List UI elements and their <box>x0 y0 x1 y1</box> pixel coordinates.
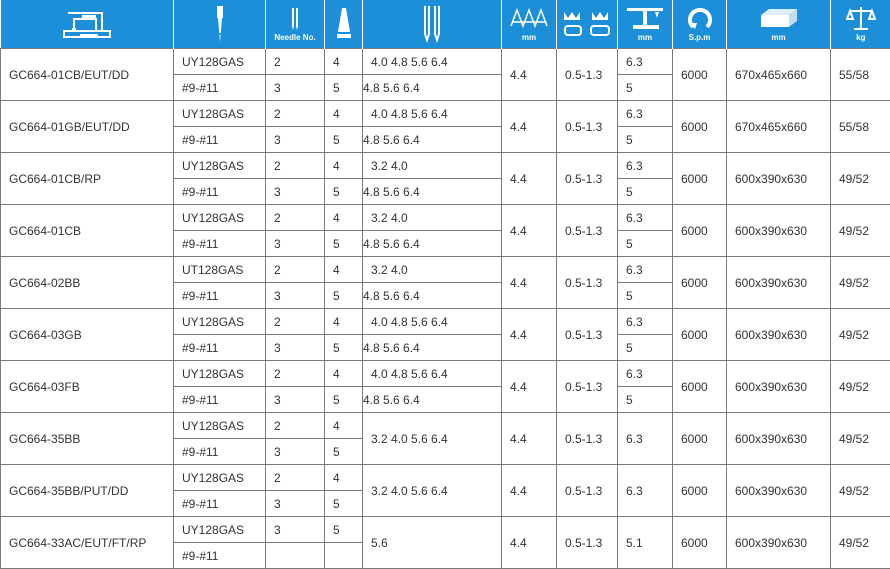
dimensions-cell: 600x390x630 <box>727 205 831 257</box>
needle-no-cell: 2 <box>266 205 325 231</box>
header-stitch-length <box>502 0 557 49</box>
needle-no-cell: 3 <box>266 387 325 413</box>
header-speed <box>673 0 727 49</box>
lift-cell: 6.3 <box>618 49 673 75</box>
thread-cell: 4 <box>325 257 363 283</box>
weight-cell: 49/52 <box>831 413 890 465</box>
needle-size-cell: #9-#11 <box>174 543 266 569</box>
model-cell: GC664-03FB <box>1 361 174 413</box>
table-row <box>1 413 890 439</box>
needle-no-cell: 3 <box>266 491 325 517</box>
kg-label: kg <box>856 33 866 42</box>
weight-cell: 49/52 <box>831 153 890 205</box>
speed-cell: 6000 <box>673 257 727 309</box>
stitch-length-cell: 4.4 <box>502 101 557 153</box>
gauge-needle-icon <box>417 4 447 44</box>
needle-no-cell <box>266 543 325 569</box>
thread-cell: 4 <box>325 49 363 75</box>
model-cell: GC664-01CB/EUT/DD <box>1 49 174 101</box>
pitch-cell: 4.8 5.6 6.4 <box>363 283 502 309</box>
pitch-cell: 3.2 4.0 5.6 6.4 <box>363 413 502 465</box>
model-cell: GC664-01CB <box>1 205 174 257</box>
needle-type-cell: UY128GAS <box>174 413 266 439</box>
needle-type-cell: UY128GAS <box>174 205 266 231</box>
weight-cell: 49/52 <box>831 517 890 569</box>
differential-cell: 0.5-1.3 <box>557 361 618 413</box>
dimensions-cell: 670x465x660 <box>727 101 831 153</box>
needle-size-cell: #9-#11 <box>174 75 266 101</box>
needle-type-cell: UY128GAS <box>174 153 266 179</box>
table-row <box>1 465 890 491</box>
thread-cell: 5 <box>325 335 363 361</box>
needle-type-cell: UY128GAS <box>174 101 266 127</box>
lift-cell: 5 <box>618 231 673 257</box>
needle-no-cell: 3 <box>266 75 325 101</box>
table-row <box>1 153 890 179</box>
dimensions-cell: 600x390x630 <box>727 361 831 413</box>
weight-cell: 49/52 <box>831 465 890 517</box>
table-row <box>1 101 890 127</box>
differential-cell: 0.5-1.3 <box>557 413 618 465</box>
needle-no-cell: 2 <box>266 413 325 439</box>
needle-type-cell: UT128GAS <box>174 257 266 283</box>
differential-cell: 0.5-1.3 <box>557 257 618 309</box>
thread-cell: 4 <box>325 205 363 231</box>
speed-cell: 6000 <box>673 101 727 153</box>
table-row <box>1 205 890 231</box>
differential-cell: 0.5-1.3 <box>557 517 618 569</box>
lift-cell: 5 <box>618 127 673 153</box>
pitch-cell: 5.6 <box>363 517 502 569</box>
needle-size-cell: #9-#11 <box>174 335 266 361</box>
needle-no-cell: 3 <box>266 439 325 465</box>
header-needle <box>174 0 266 49</box>
table-row <box>1 257 890 283</box>
needle-no-cell: 2 <box>266 153 325 179</box>
pitch-cell: 4.0 4.8 5.6 6.4 <box>363 101 502 127</box>
needle-no-cell: 2 <box>266 49 325 75</box>
stitch-length-cell: 4.4 <box>502 257 557 309</box>
thread-cell: 5 <box>325 127 363 153</box>
needle-size-cell: #9-#11 <box>174 179 266 205</box>
pitch-cell: 4.0 4.8 5.6 6.4 <box>363 309 502 335</box>
differential-cell: 0.5-1.3 <box>557 153 618 205</box>
weight-cell: 55/58 <box>831 101 890 153</box>
stitch-length-cell: 4.4 <box>502 153 557 205</box>
presser-foot-icon <box>625 4 665 34</box>
differential-cell: 0.5-1.3 <box>557 49 618 101</box>
dimensions-cell: 600x390x630 <box>727 309 831 361</box>
table-row <box>1 49 890 75</box>
dimensions-cell: 600x390x630 <box>727 465 831 517</box>
stitch-length-cell: 4.4 <box>502 413 557 465</box>
lift-cell: 6.3 <box>618 465 673 517</box>
needle-no-cell: 2 <box>266 257 325 283</box>
needle-size-cell: #9-#11 <box>174 127 266 153</box>
model-cell: GC664-33AC/EUT/FT/RP <box>1 517 174 569</box>
header-weight <box>831 0 890 49</box>
lift-cell: 5.1 <box>618 517 673 569</box>
speed-cell: 6000 <box>673 49 727 101</box>
needle-no-cell: 3 <box>266 517 325 543</box>
pitch-cell: 3.2 4.0 <box>363 153 502 179</box>
speed-cell: 6000 <box>673 361 727 413</box>
pitch-cell: 4.8 5.6 6.4 <box>363 335 502 361</box>
needle-no-cell: 3 <box>266 231 325 257</box>
pitch-cell: 3.2 4.0 <box>363 205 502 231</box>
needle-type-cell: UY128GAS <box>174 465 266 491</box>
header-pitch <box>363 0 502 49</box>
dimensions-cell: 670x465x660 <box>727 49 831 101</box>
header-model <box>1 0 174 49</box>
needle-no-cell: 2 <box>266 465 325 491</box>
spm-label: S.p.m <box>688 33 711 42</box>
dimensions-cell: 600x390x630 <box>727 517 831 569</box>
lift-mm-label: mm <box>637 33 653 42</box>
thread-cell: 5 <box>325 231 363 257</box>
thread-cell: 5 <box>325 387 363 413</box>
speed-cell: 6000 <box>673 309 727 361</box>
lift-cell: 6.3 <box>618 309 673 335</box>
needle-no-cell: 2 <box>266 361 325 387</box>
pitch-cell: 3.2 4.0 <box>363 257 502 283</box>
speed-cell: 6000 <box>673 153 727 205</box>
thread-cell: 4 <box>325 309 363 335</box>
weight-cell: 49/52 <box>831 309 890 361</box>
needle-type-cell: UY128GAS <box>174 517 266 543</box>
rotation-icon <box>685 5 715 31</box>
pitch-cell: 4.8 5.6 6.4 <box>363 75 502 101</box>
stitch-mm-label: mm <box>521 33 537 42</box>
lift-cell: 5 <box>618 179 673 205</box>
scale-icon <box>846 5 876 33</box>
stitch-length-cell: 4.4 <box>502 517 557 569</box>
speed-cell: 6000 <box>673 517 727 569</box>
needle-type-cell: UY128GAS <box>174 309 266 335</box>
dimensions-cell: 600x390x630 <box>727 153 831 205</box>
stitch-length-cell: 4.4 <box>502 205 557 257</box>
needle-type-cell: UY128GAS <box>174 49 266 75</box>
lift-cell: 6.3 <box>618 413 673 465</box>
dim-mm-label: mm <box>771 33 786 42</box>
needle-no-cell: 3 <box>266 127 325 153</box>
differential-cell: 0.5-1.3 <box>557 205 618 257</box>
model-cell: GC664-35BB <box>1 413 174 465</box>
pitch-cell: 4.0 4.8 5.6 6.4 <box>363 49 502 75</box>
dimensions-cell: 600x390x630 <box>727 257 831 309</box>
model-cell: GC664-35BB/PUT/DD <box>1 465 174 517</box>
thread-cell: 5 <box>325 491 363 517</box>
differential-cell: 0.5-1.3 <box>557 465 618 517</box>
header-thread <box>325 0 363 49</box>
stitch-length-cell: 4.4 <box>502 49 557 101</box>
weight-cell: 55/58 <box>831 49 890 101</box>
spec-table-body <box>1 49 890 569</box>
thread-cell: 4 <box>325 101 363 127</box>
pitch-cell: 4.8 5.6 6.4 <box>363 387 502 413</box>
thread-cell: 5 <box>325 179 363 205</box>
header-row <box>1 0 890 49</box>
stitch-length-cell: 4.4 <box>502 361 557 413</box>
pitch-cell: 4.8 5.6 6.4 <box>363 231 502 257</box>
differential-cell: 0.5-1.3 <box>557 101 618 153</box>
header-needle-no <box>266 0 325 49</box>
pitch-cell: 3.2 4.0 5.6 6.4 <box>363 465 502 517</box>
table-row <box>1 309 890 335</box>
needle-size-cell: #9-#11 <box>174 491 266 517</box>
thread-cell: 4 <box>325 413 363 439</box>
lift-cell: 6.3 <box>618 257 673 283</box>
needle-size-cell: #9-#11 <box>174 231 266 257</box>
stitch-length-cell: 4.4 <box>502 309 557 361</box>
lift-cell: 5 <box>618 387 673 413</box>
pitch-cell: 4.8 5.6 6.4 <box>363 179 502 205</box>
thread-cell: 5 <box>325 75 363 101</box>
needle-size-cell: #9-#11 <box>174 387 266 413</box>
thread-cell <box>325 543 363 569</box>
weight-cell: 49/52 <box>831 257 890 309</box>
lift-cell: 5 <box>618 283 673 309</box>
pitch-cell: 4.8 5.6 6.4 <box>363 127 502 153</box>
thread-cell: 5 <box>325 283 363 309</box>
lift-cell: 5 <box>618 335 673 361</box>
weight-cell: 49/52 <box>831 205 890 257</box>
thread-cell: 5 <box>325 439 363 465</box>
model-cell: GC664-03GB <box>1 309 174 361</box>
lift-cell: 5 <box>618 75 673 101</box>
speed-cell: 6000 <box>673 465 727 517</box>
feed-dog-icon <box>562 8 612 40</box>
model-cell: GC664-02BB <box>1 257 174 309</box>
needle-no-cell: 2 <box>266 309 325 335</box>
speed-cell: 6000 <box>673 413 727 465</box>
lift-cell: 6.3 <box>618 361 673 387</box>
speed-cell: 6000 <box>673 205 727 257</box>
pitch-cell: 4.0 4.8 5.6 6.4 <box>363 361 502 387</box>
needle-size-cell: #9-#11 <box>174 283 266 309</box>
needle-no-cell: 3 <box>266 335 325 361</box>
thread-cell: 5 <box>325 517 363 543</box>
thread-cell: 4 <box>325 153 363 179</box>
dimensions-cell: 600x390x630 <box>727 413 831 465</box>
table-row <box>1 517 890 543</box>
double-needle-icon <box>288 6 302 32</box>
needle-size-cell: #9-#11 <box>174 439 266 465</box>
lift-cell: 6.3 <box>618 205 673 231</box>
header-presser-lift <box>618 0 673 49</box>
needle-no-cell: 2 <box>266 101 325 127</box>
lift-cell: 6.3 <box>618 101 673 127</box>
model-cell: GC664-01CB/RP <box>1 153 174 205</box>
lift-cell: 6.3 <box>618 153 673 179</box>
weight-cell: 49/52 <box>831 361 890 413</box>
differential-cell: 0.5-1.3 <box>557 309 618 361</box>
thread-cone-icon <box>336 6 352 42</box>
needle-icon <box>213 4 227 44</box>
needle-no-cell: 3 <box>266 179 325 205</box>
header-differential <box>557 0 618 49</box>
thread-cell: 4 <box>325 361 363 387</box>
thread-cell: 4 <box>325 465 363 491</box>
stitch-length-cell: 4.4 <box>502 465 557 517</box>
header-dimensions <box>727 0 831 49</box>
box-icon <box>759 7 799 29</box>
table-row <box>1 361 890 387</box>
stitch-icon <box>509 6 549 32</box>
needle-type-cell: UY128GAS <box>174 361 266 387</box>
needle-no-label: Needle No. <box>274 33 316 42</box>
sewing-machine-icon <box>62 7 112 41</box>
needle-no-cell: 3 <box>266 283 325 309</box>
model-cell: GC664-01GB/EUT/DD <box>1 101 174 153</box>
